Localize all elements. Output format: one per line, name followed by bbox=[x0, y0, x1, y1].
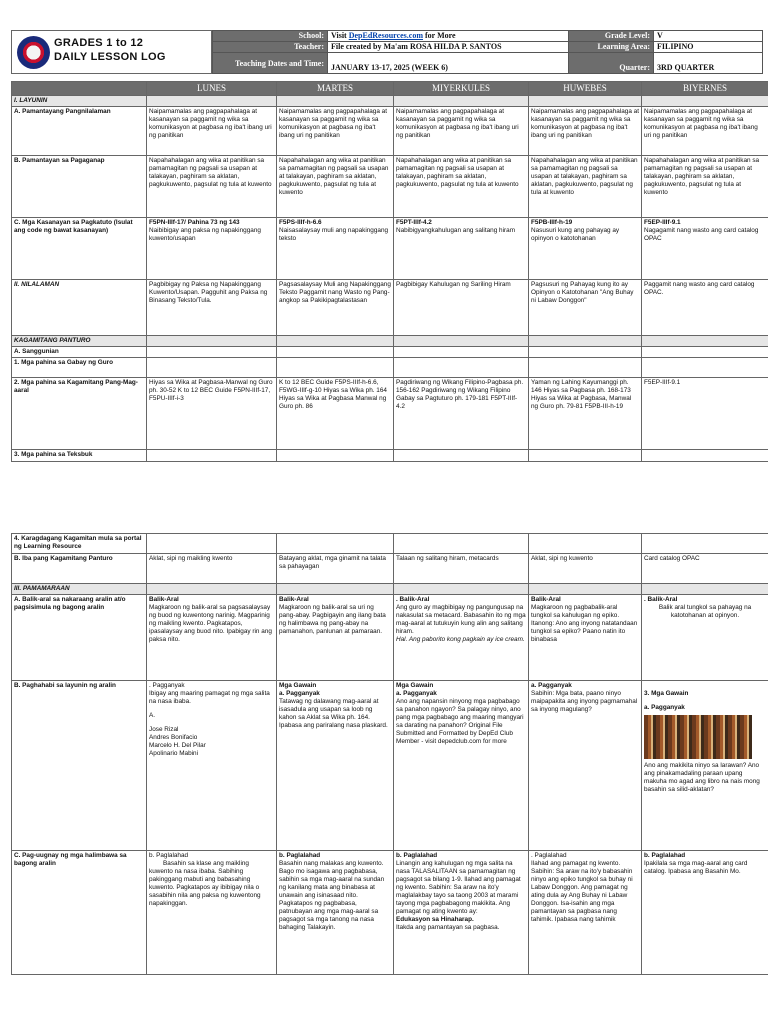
library-photo bbox=[644, 715, 752, 759]
school-prefix: Visit bbox=[331, 31, 349, 40]
title-line-2: DAILY LESSON LOG bbox=[54, 51, 166, 63]
table-cell: Pagsasalaysay Muli ang Napakinggang Teksto Paggamit nang Wasto ng Pang-angkop sa Pakikipagtalastasan bbox=[277, 280, 394, 336]
cell-heading: Balik-Aral bbox=[279, 596, 309, 603]
table-cell bbox=[147, 681, 277, 851]
teacher-value: File created by Ma'am ROSA HILDA P. SANTOS bbox=[328, 42, 569, 53]
table-cell bbox=[147, 595, 277, 681]
row-learning-resource-portal bbox=[12, 534, 768, 554]
cell-heading: b. Paglalahad bbox=[279, 852, 321, 859]
cell-text: Basahin sa klase ang maikling kuwento na nasa ibaba. Sabihing pakinggang mabuti ang babasahing kuwento. Pagkatapos ay ibibigay nila o sasabihin nila ang paksa ng kuwentong napakinggan. bbox=[149, 860, 261, 907]
row-label: 2. Mga pahina sa Kagamitang Pang-Mag-aaral bbox=[12, 378, 147, 450]
table-cell bbox=[529, 218, 642, 280]
row-nilalaman bbox=[12, 280, 768, 336]
row-label: 1. Mga pahina sa Gabay ng Guro bbox=[12, 358, 147, 378]
name-list bbox=[149, 726, 274, 758]
table-cell bbox=[394, 681, 529, 851]
table-cell: Naipamamalas ang pagpapahalaga at kasanayan sa paggamit ng wika sa komunikasyon at pagbasa ng iba't ibang uri ng panitikan bbox=[394, 107, 529, 156]
cell-heading: . Pagganyak bbox=[149, 682, 185, 689]
row-label: C. Mga Kasanayan sa Pagkatuto (Isulat ang code ng bawat kasanayan) bbox=[12, 218, 147, 280]
table-cell: Paggamit nang wasto ang card catalog OPAC. bbox=[642, 280, 768, 336]
cell-heading: Balik-Aral bbox=[149, 596, 179, 603]
table-cell: Talaan ng salitang hiram, metacards bbox=[394, 554, 529, 584]
lesson-table-page-2 bbox=[11, 533, 768, 975]
row-pag-uugnay bbox=[12, 851, 768, 975]
teacher-label: Teacher: bbox=[213, 42, 328, 53]
row-pamantayan-sa-pagaganap bbox=[12, 156, 768, 218]
table-cell bbox=[277, 681, 394, 851]
section-layunin bbox=[12, 96, 768, 107]
table-cell: Naipamamalas ang pagpapahalaga at kasanayan sa paggamit ng wika sa komunikasyon at pagbasa ng iba't ibang uri ng panitikan bbox=[642, 107, 768, 156]
cell-text-end: Itakda ang pamantayan sa pagbasa. bbox=[396, 924, 500, 931]
cell-example: Hal. Ang paborito kong pagkain ay ice cream. bbox=[396, 636, 525, 643]
table-cell: Napahahalagan ang wika at panitikan sa pamamagitan ng pagsali sa usapan at talakayan, paghiram sa aklatan, pagkukuwento, pagsulat ng tula at kuwento bbox=[147, 156, 277, 218]
table-cell: Pagsusuri ng Pahayag kung ito ay Opinyon o Katotohanan "Ang Buhay ni Labaw Donggon" bbox=[529, 280, 642, 336]
cell-letter: A. bbox=[149, 712, 156, 719]
row-gabay-ng-guro bbox=[12, 358, 768, 378]
school-value bbox=[328, 31, 569, 42]
school-label: School: bbox=[213, 31, 328, 42]
cell-heading: . Paglalahad bbox=[531, 852, 567, 859]
table-cell: Pagdiriwang ng Wikang Filipino-Pagbasa ph. 156-162 Pagdiriwang ng Wikang Filipino Gabay sa Pagtuturo ph. 179-181 F5PT-IIIf-4.2 bbox=[394, 378, 529, 450]
table-cell: Yaman ng Lahing Kayumanggi ph. 146 Hiyas sa Pagbasa ph. 168-173 Hiyas sa Wika at Pagbasa, Manwal ng Guro ph. 79-81 F5PB-III-h-19 bbox=[529, 378, 642, 450]
table-cell: Naipamamalas ang pagpapahalaga at kasanayan sa paggamit ng wika sa komunikasyon at pagbasa ng iba't ibang uri ng panitikan bbox=[147, 107, 277, 156]
cell-subheading: a. Pagganyak bbox=[396, 690, 437, 697]
section-pamamaraan bbox=[12, 584, 768, 595]
cell-text: Ano ang napansin ninyong mga pagbabago sa panahon ngayon? Sa palagay ninyo, ano pang mga pagbabago ang maaring mangyari sa darating na panahon? Original File Submitted and Formatted by DepEd Club Member - visit depedclub.com for more bbox=[396, 698, 524, 745]
cell-text: Balik aral tungkol sa pahayag na katotohanan at opinyon. bbox=[658, 604, 752, 619]
row-label: B. Iba pang Kagamitang Panturo bbox=[12, 554, 147, 584]
skill-text: Nasusuri kung ang pahayag ay opinyon o katotohanan bbox=[531, 227, 620, 242]
row-sanggunian bbox=[12, 347, 768, 358]
table-cell bbox=[277, 595, 394, 681]
row-paghahabi bbox=[12, 681, 768, 851]
table-cell: Naipamamalas ang pagpapahalaga at kasanayan sa paggamit ng wika sa komunikasyon at pagbasa ng iba't ibang uri ng panitikan bbox=[529, 107, 642, 156]
table-cell: Napahahalagan ang wika at panitikan sa pamamagitan ng pagsali sa usapan at talakayan, paghiram sa aklatan, pagkukuwento, pagsulat ng tula at kuwento bbox=[529, 156, 642, 218]
school-suffix: for More bbox=[423, 31, 456, 40]
header-title-box bbox=[11, 30, 212, 74]
cell-text: Ibigay ang maaring pamagat ng mga salita na nasa ibaba. bbox=[149, 690, 270, 705]
list-item: Apolinario Mabini bbox=[149, 750, 199, 757]
row-label: II. NILALAMAN bbox=[12, 280, 147, 336]
table-cell: Napahahalagan ang wika at panitikan sa pamamagitan ng pagsali sa usapan at talakayan, paghiram sa aklatan, pagkukuwento, pagsulat ng tula at kuwento bbox=[277, 156, 394, 218]
cell-text: Ang guro ay magbibigay ng pangungusap na nakasulat sa metacard. Babasahin ito ng mga mag-aaral at tutukuyin kung alin ang salitang hiram. bbox=[396, 604, 526, 635]
table-cell: Naipamamalas ang pagpapahalaga at kasanayan sa paggamit ng wika sa komunikasyon at pagbasa ng iba't ibang uri ng panitikan bbox=[277, 107, 394, 156]
table-cell: K to 12 BEC Guide F5PS-IIIf-h-6.6, F5WG-IIIf-g-10 Hiyas sa Wika ph. 164 Hiyas sa Wika at Pagbasa Manwal ng Guro ph. 86 bbox=[277, 378, 394, 450]
table-cell: Napahahalagan ang wika at panitikan sa pamamagitan ng pagsali sa usapan at talakayan, paghiram sa aklatan, pagkukuwento, pagsulat ng tula at kuwento bbox=[394, 156, 529, 218]
table-cell bbox=[642, 681, 768, 851]
row-teksbuk bbox=[12, 450, 768, 462]
deped-seal-icon bbox=[17, 36, 50, 69]
quarter-value: 3RD QUARTER bbox=[654, 53, 763, 74]
skill-text: Nabibigyangkahulugan ang salitang hiram bbox=[396, 227, 516, 234]
skill-code: F5PS-IIIf-h-6.6 bbox=[279, 219, 322, 226]
table-cell bbox=[147, 218, 277, 280]
grade-label: Grade Level: bbox=[569, 31, 654, 42]
row-label: B. Paghahabi sa layunin ng aralin bbox=[12, 681, 147, 851]
table-cell bbox=[277, 218, 394, 280]
list-item: Jose Rizal bbox=[149, 726, 179, 733]
cell-subheading: a. Pagganyak bbox=[279, 690, 320, 697]
skill-text: Naibibigay ang paksa ng napakinggang kuwento/usapan bbox=[149, 227, 261, 242]
table-cell bbox=[642, 595, 768, 681]
table-cell: Hiyas sa Wika at Pagbasa-Manwal ng Guro ph. 30-52 K to 12 BEC Guide F5PN-IIIf-17, F5PU-IIIf-i-3 bbox=[147, 378, 277, 450]
table-cell bbox=[529, 595, 642, 681]
cell-heading: Balik-Aral bbox=[531, 596, 561, 603]
row-balik-aral bbox=[12, 595, 768, 681]
cell-text: Magkaroon ng balik-aral sa pagsasalaysay ng buod ng kuwentong narinig. Magparinig ng maikling kwento. Pagkatapos, ipasalaysay ang buod nito. Ipabigay rin ang paksa nito. bbox=[149, 604, 272, 643]
table-cell bbox=[529, 851, 642, 975]
section-pamamaraan-label: III. PAMAMARAAN bbox=[12, 584, 147, 595]
dates-value: JANUARY 13-17, 2025 (WEEK 6) bbox=[328, 53, 569, 74]
cell-text: Basahin nang malakas ang kuwento. Bago mo isagawa ang pagbabasa, sabihin sa mga mag-aaral na sundan ng kanilang mata ang binabasa at unawain ang isinasaad nito. Pagkatapos ng pagbabasa, patnubayan ang mga mag-aaral sa pagsagot sa mga tanong na nasa bahaging Talakayin. bbox=[279, 860, 385, 931]
skill-code: F5PN-IIIf-17/ Pahina 73 ng 143 bbox=[149, 219, 240, 226]
day-header-row bbox=[12, 82, 768, 96]
header-info-table bbox=[212, 30, 763, 74]
table-cell: Card catalog OPAC bbox=[642, 554, 768, 584]
day-header-lunes: LUNES bbox=[147, 82, 277, 96]
row-label: B. Pamantayan sa Pagaganap bbox=[12, 156, 147, 218]
row-label: A. Sanggunian bbox=[12, 347, 147, 358]
table-cell: Aklat, sipi ng maikling kwento bbox=[147, 554, 277, 584]
dates-label: Teaching Dates and Time: bbox=[213, 53, 328, 74]
section-kagamitang-panturo bbox=[12, 336, 768, 347]
list-item: Marcelo H. Del Pilar bbox=[149, 742, 206, 749]
skill-text: Naisasalaysay muli ang napakinggang teksto bbox=[279, 227, 389, 242]
row-label: A. Balik-aral sa nakaraang aralin at/o pagsisimula ng bagong aralin bbox=[12, 595, 147, 681]
cell-text: Linangin ang kahulugan ng mga salita na nasa TALASALITAAN sa pamamagitan ng pagsagot sa bilang 1-9. Ilahad ang pamagat ng kwento. Sabihin: Sa araw na ito'y maglalakbay tayo sa taong 2003 at marami tayong mga pagbabagong makikita. Ang pamagat ng ating kwento ay: bbox=[396, 860, 521, 915]
day-header-huwebes: HUWEBES bbox=[529, 82, 642, 96]
skill-code: F5PB-IIIf-h-19 bbox=[531, 219, 573, 226]
cell-text: Tatawag ng dalawang mag-aaral at isasadula ang usapan sa loob ng kahon sa Aklat sa Wika ph. 164. Ipabasa ang pariralang nasa plaskard. bbox=[279, 698, 388, 729]
table-cell bbox=[394, 218, 529, 280]
row-label: A. Pamantayang Pangnilalaman bbox=[12, 107, 147, 156]
cell-heading: Mga Gawain bbox=[396, 682, 434, 689]
cell-text: Magkaroon ng pagbabalik-aral tungkol sa kahulugan ng epiko. Itanong: Ano ang inyong natatandaan tungkol sa epiko? Paano natin ito binabasa bbox=[531, 604, 638, 643]
day-header-martes: MARTES bbox=[277, 82, 394, 96]
quarter-label: Quarter: bbox=[569, 53, 654, 74]
cell-text: Ipakilala sa mga mag-aaral ang card catalog. Ipabasa ang Basahin Mo. bbox=[644, 860, 748, 875]
cell-heading: . Balik-Aral bbox=[644, 596, 678, 603]
day-header-biyernes: BIYERNES bbox=[642, 82, 768, 96]
cell-heading: b. Paglalahad bbox=[644, 852, 686, 859]
cell-text: Ano ang makikita ninyo sa larawan? Ano ang pinakamadaling paraan upang makuha mo agad ang libro na nais mong basahin sa silid-aklatan? bbox=[644, 762, 760, 793]
lesson-table-page-1 bbox=[11, 81, 768, 462]
cell-heading: b. Paglalahad bbox=[149, 852, 189, 859]
title-line-1: GRADES 1 to 12 bbox=[54, 37, 144, 49]
depedresources-link[interactable]: DepEdResources.com bbox=[348, 31, 423, 40]
area-value: FILIPINO bbox=[654, 42, 763, 53]
row-kasanayan-sa-pagkatuto bbox=[12, 218, 768, 280]
grade-value: V bbox=[654, 31, 763, 42]
table-cell: Pagbibigay Kahulugan ng Sariling Hiram bbox=[394, 280, 529, 336]
row-kagamitang-pang-mag-aaral bbox=[12, 378, 768, 450]
table-cell: F5EP-IIIf-9.1 bbox=[642, 378, 768, 450]
table-cell bbox=[394, 595, 529, 681]
table-cell bbox=[642, 851, 768, 975]
story-title: Edukasyon sa Hinaharap. bbox=[396, 916, 474, 923]
row-label: 3. Mga pahina sa Teksbuk bbox=[12, 450, 147, 462]
cell-heading: a. Pagganyak bbox=[531, 682, 572, 689]
header-title bbox=[54, 36, 166, 64]
cell-heading: . Balik-Aral bbox=[396, 596, 430, 603]
table-cell: Pagbibigay ng Paksa ng Napakinggang Kuwento/Usapan. Pagguhit ang Paksa ng Binasang Teksto/Tula. bbox=[147, 280, 277, 336]
cell-heading: b. Paglalahad bbox=[396, 852, 438, 859]
section-layunin-label: I. LAYUNIN bbox=[12, 96, 147, 107]
cell-text: Ilahad ang pamagat ng kwento. Sabihin: Sa araw na ito'y babasahin ninyo ang epiko tungkol sa buhay ni Labaw Donggon. Ang pamagat ng ating dula ay Ang Buhay ni Labaw Donggon. Isa-isahin ang mga pamantayan sa pagbasa nang tahimik. Ipabasa nang tahimik bbox=[531, 860, 633, 923]
list-item: Andres Bonifacio bbox=[149, 734, 198, 741]
row-iba-pang-kagamitan bbox=[12, 554, 768, 584]
day-header-blank bbox=[12, 82, 147, 96]
row-label: C. Pag-uugnay ng mga halimbawa sa bagong aralin bbox=[12, 851, 147, 975]
table-cell: Aklat, sipi ng kuwento bbox=[529, 554, 642, 584]
cell-heading: Mga Gawain bbox=[279, 682, 317, 689]
table-cell bbox=[394, 851, 529, 975]
table-cell: Batayang aklat, mga ginamit na talata sa pahayagan bbox=[277, 554, 394, 584]
cell-subheading: a. Pagganyak bbox=[644, 704, 685, 711]
row-label: 4. Karagdagang Kagamitan mula sa portal ng Learning Resource bbox=[12, 534, 147, 554]
table-cell bbox=[642, 218, 768, 280]
cell-text: Sabihin: Mga bata, paano ninyo maipapakita ang inyong pagmamahal sa inyong magulang? bbox=[531, 690, 638, 713]
cell-heading: 3. Mga Gawain bbox=[644, 690, 689, 697]
skill-code: F5PT-IIIf-4.2 bbox=[396, 219, 432, 226]
table-cell bbox=[277, 851, 394, 975]
table-cell bbox=[147, 851, 277, 975]
section-kagamitang-label: KAGAMITANG PANTURO bbox=[12, 336, 147, 347]
table-cell bbox=[529, 681, 642, 851]
day-header-miyerkules: MIYERKULES bbox=[394, 82, 529, 96]
skill-code: F5EP-IIIf-9.1 bbox=[644, 219, 681, 226]
table-cell: Napahahalagan ang wika at panitikan sa pamamagitan ng pagsali sa usapan at talakayan, paghiram sa aklatan, pagkukuwento, pagsulat ng tula at kuwento bbox=[642, 156, 768, 218]
cell-text: Magkaroon ng balik-aral sa uri ng pang-abay. Pagbigayin ang ilang bata ng halimbawa ng pang-abay na pamanahon, panlunan at pamaraan. bbox=[279, 604, 386, 635]
lesson-log-header bbox=[11, 30, 763, 74]
skill-text: Nagagamit nang wasto ang card catalog OPAC bbox=[644, 227, 759, 242]
area-label: Learning Area: bbox=[569, 42, 654, 53]
row-pamantayang-pangnilalaman bbox=[12, 107, 768, 156]
